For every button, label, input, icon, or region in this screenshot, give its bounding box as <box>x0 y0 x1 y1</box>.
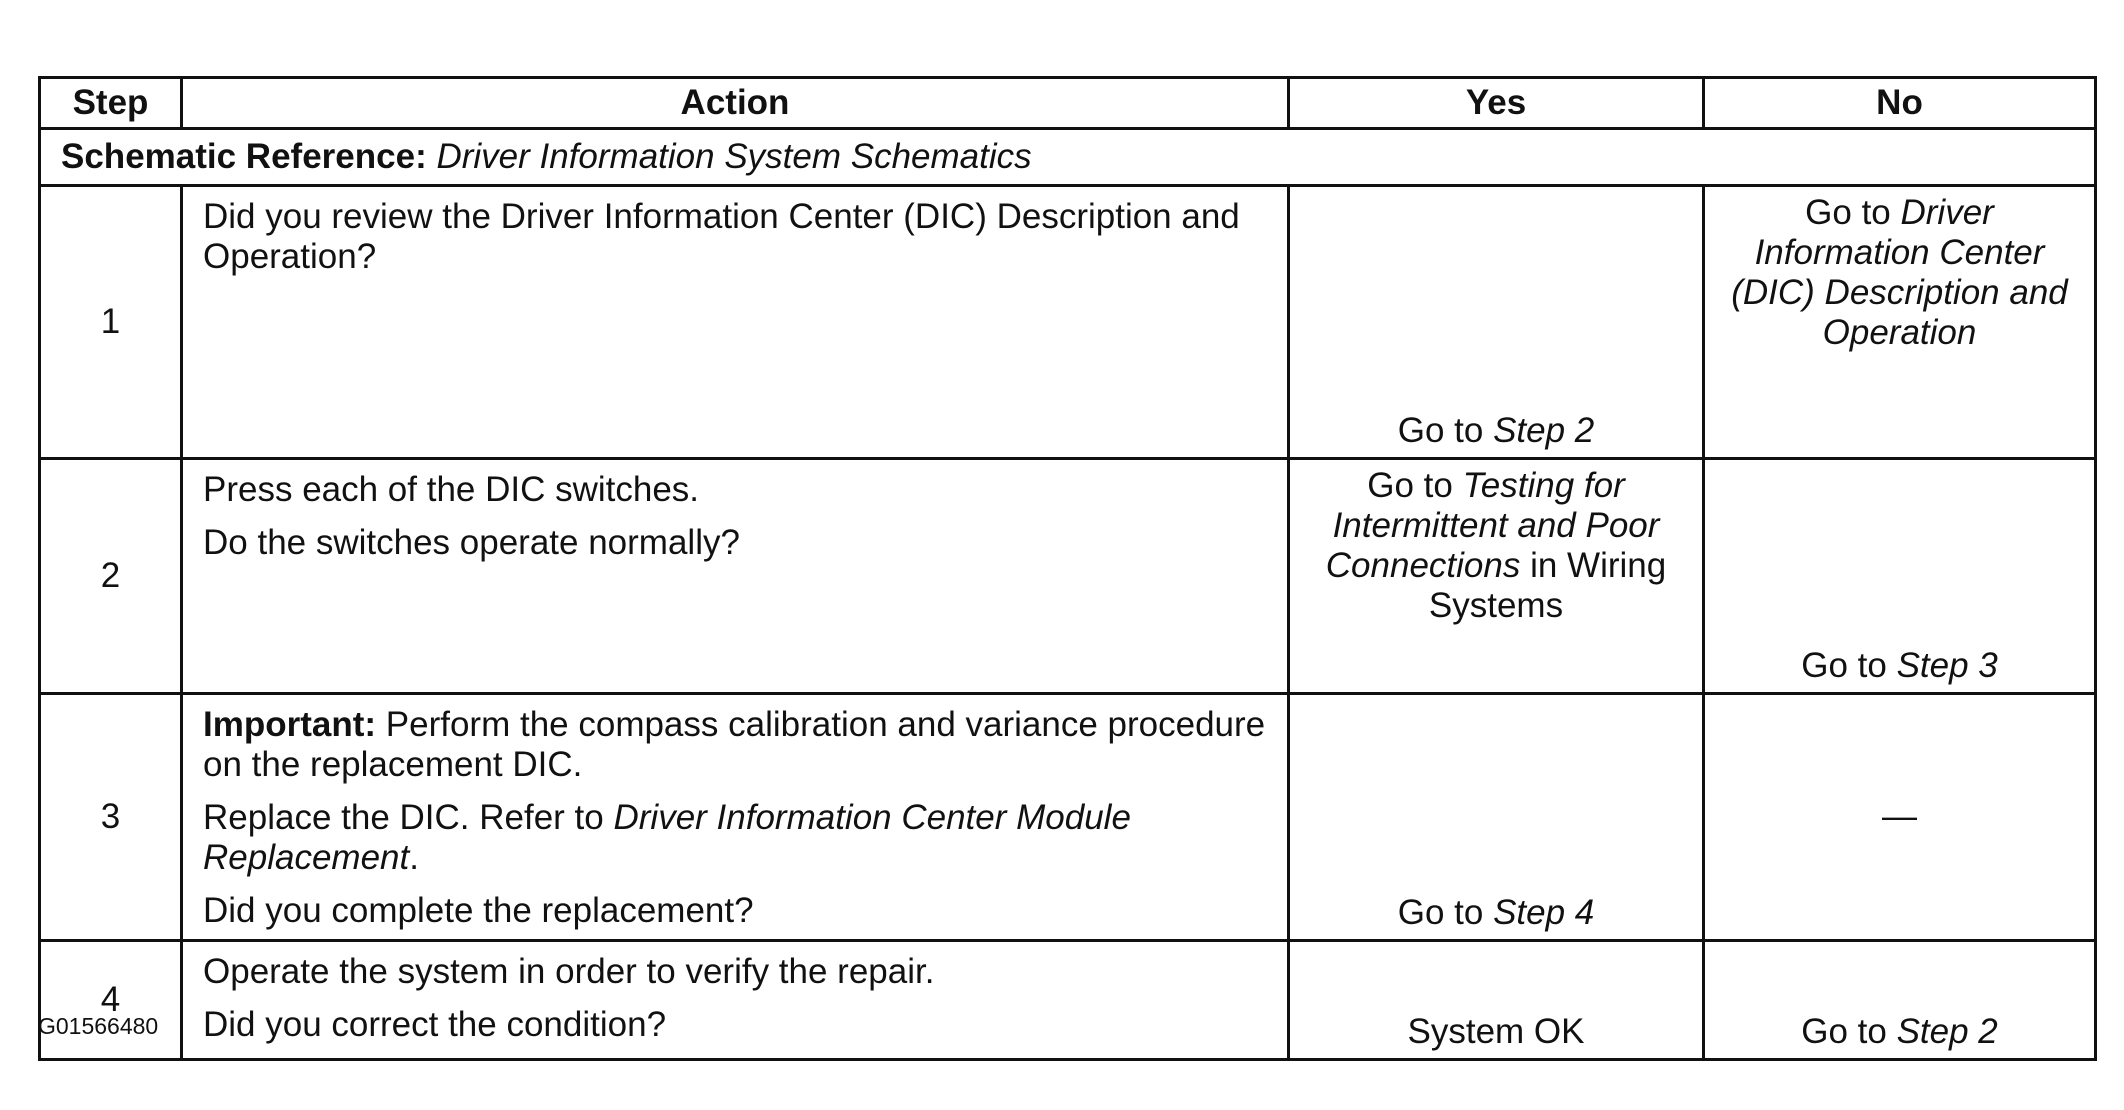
no-cell <box>1704 694 2096 941</box>
no-cell <box>1704 941 2096 1060</box>
diagnostic-table <box>38 76 2097 1061</box>
action-cell <box>182 186 1289 459</box>
yes-link-step-2[interactable]: Step 2 <box>1493 411 1595 450</box>
header-row <box>40 78 2096 129</box>
action-cell <box>182 941 1289 1060</box>
yes-cell <box>1289 186 1704 459</box>
header-no: No <box>1704 78 2096 129</box>
yes-cell <box>1289 459 1704 694</box>
action-cell <box>182 459 1289 694</box>
action-cell <box>182 694 1289 941</box>
header-yes: Yes <box>1289 78 1704 129</box>
action-question: Do the switches operate normally? <box>203 523 740 562</box>
yes-prefix: Go to <box>1397 893 1484 932</box>
action-text-period: . <box>409 838 419 877</box>
no-link-dic-description[interactable]: Driver Information Center (DIC) Description and Operation <box>1731 193 2068 352</box>
action-link-module-replacement[interactable]: Driver Information Center Module Replacement <box>203 798 1131 877</box>
action-text: Press each of the DIC switches. <box>203 470 700 509</box>
table-row <box>40 459 2096 694</box>
no-prefix: Go to <box>1801 1012 1887 1051</box>
yes-prefix: Go to <box>1397 411 1484 450</box>
action-question: Did you correct the condition? <box>203 1005 667 1044</box>
no-prefix: Go to <box>1805 193 1891 232</box>
no-dash: — <box>1882 797 1917 836</box>
no-cell <box>1704 186 2096 459</box>
schematic-reference-link[interactable]: Driver Information System Schematics <box>436 137 1032 176</box>
table-row <box>40 941 2096 1060</box>
no-cell <box>1704 459 2096 694</box>
yes-system-ok: System OK <box>1407 1012 1585 1051</box>
yes-link-testing-intermittent[interactable]: Testing for Intermittent and Poor Connections <box>1325 466 1660 585</box>
step-number: 4 <box>40 941 182 1060</box>
step-number: 3 <box>40 694 182 941</box>
action-text: Operate the system in order to verify the repair. <box>203 952 935 991</box>
important-label: Important: <box>203 705 377 744</box>
header-action: Action <box>182 78 1289 129</box>
step-number: 1 <box>40 186 182 459</box>
action-text <box>203 798 1267 878</box>
yes-suffix: in Wiring Systems <box>1428 546 1667 625</box>
no-link-step-2[interactable]: Step 2 <box>1896 1012 1998 1051</box>
action-text-refer: Replace the DIC. Refer to <box>203 798 604 837</box>
important-text: Perform the compass calibration and variance procedure on the replacement DIC. <box>203 705 1266 784</box>
yes-cell <box>1289 941 1704 1060</box>
table-row <box>40 694 2096 941</box>
important-note <box>203 705 1267 785</box>
no-prefix: Go to <box>1801 646 1887 685</box>
step-number: 2 <box>40 459 182 694</box>
yes-cell <box>1289 694 1704 941</box>
schematic-reference-cell <box>40 129 2096 186</box>
schematic-reference-row <box>40 129 2096 186</box>
header-step: Step <box>40 78 182 129</box>
table-row <box>40 186 2096 459</box>
action-text: Did you review the Driver Information Center (DIC) Description and Operation? <box>203 197 1240 276</box>
yes-prefix: Go to <box>1367 466 1453 505</box>
figure-id: G01566480 <box>38 1013 159 1039</box>
action-question: Did you complete the replacement? <box>203 891 754 930</box>
yes-link-step-4[interactable]: Step 4 <box>1493 893 1595 932</box>
schematic-reference-label: Schematic Reference: <box>61 137 427 176</box>
no-link-step-3[interactable]: Step 3 <box>1896 646 1998 685</box>
